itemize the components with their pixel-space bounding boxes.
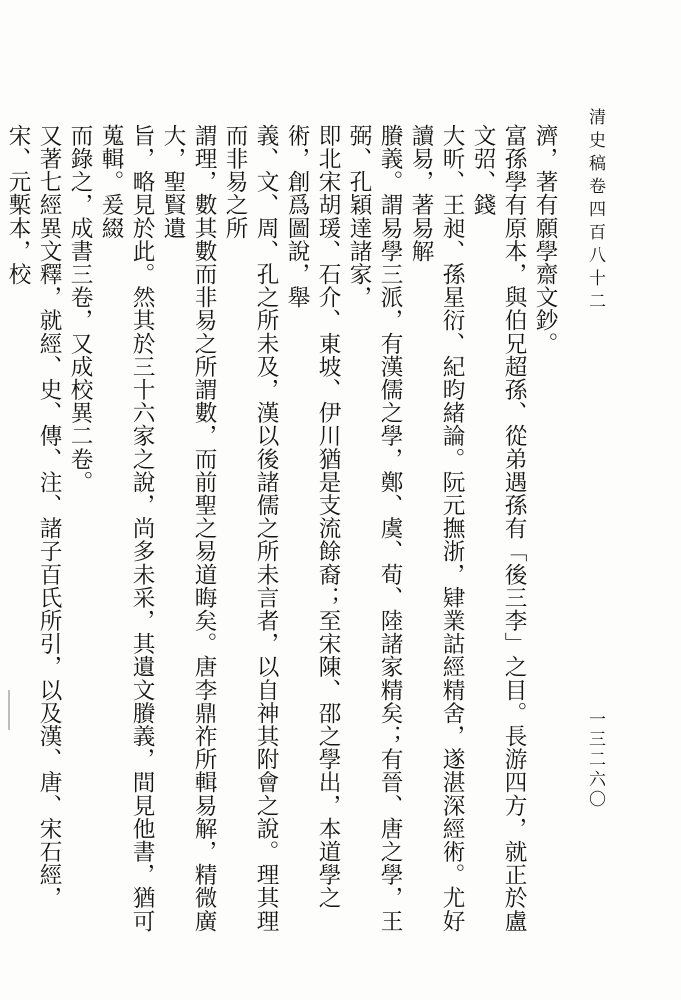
text-column: 旨，略見於此。然其於三十六家之說，尚多未采，其遺文賸義，間見他書，猶可蒐輯。爰綴: [98, 124, 155, 933]
text-column: 謂理，數其數而非易之所謂數，而前聖之易道晦矣。唐李鼎祚所輯易解，精微廣大，聖賢遺: [160, 124, 217, 933]
text-column: 富孫學有原本，與伯兄超孫、從弟遇孫有「後三李」之目。長游四方，就正於盧文弨、錢: [470, 124, 527, 933]
text-column: 而錄之，成書三卷，又成校異二卷。: [67, 124, 93, 494]
text-column: [0, 124, 2, 944]
text-column: 賸義。謂易學三派，有漢儒之學，鄭、虞、荀、陸諸家精矣；有晉、唐之學，王弼、孔穎達諸家，: [346, 124, 403, 933]
text-column: 濟，著有願學齋文鈔。: [532, 124, 558, 355]
text-column: 義、文、周、孔之所未及，漢以後諸儒之所未言者，以自神其附會之說。理其理而非易之所: [222, 124, 279, 933]
text-column: 即北宋胡瑗、石介、東坡、伊川猶是支流餘裔；至宋陳、邵之學出，本道學之術，創爲圖說，舉: [284, 124, 341, 910]
body-text: [5, 124, 560, 944]
text-column: 又著七經異文釋，就經、史、傳、注、諸子百氏所引，以及漢、唐、宋石經，宋、元槧本，校: [5, 124, 62, 910]
scan-edge-mark: [8, 690, 10, 730]
running-head: 清史稿卷四百八十二: [585, 108, 605, 315]
text-column: 大昕、王昶、孫星衍、紀昀緒論。阮元撫浙，肄業詁經精舍，遂湛深經術。尤好讀易，著易解: [408, 124, 465, 933]
page-number: 一三二六〇: [585, 710, 605, 810]
